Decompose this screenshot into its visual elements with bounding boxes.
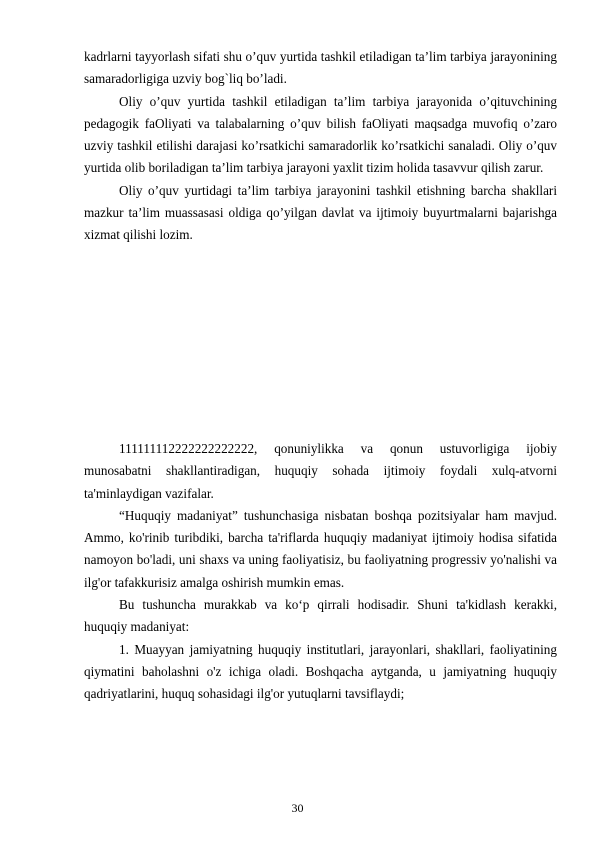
text-block-top <box>84 46 557 247</box>
page-number: 30 <box>291 801 304 815</box>
text-block-bottom <box>84 438 557 706</box>
paragraph: 111111112222222222222, qonuniylikka va qonun ustuvorligiga ijobiy munosabatni shakllantiradigan, huquqiy sohada ijtimoiy foydali xulq-atvorni ta'minlaydigan vazifalar. <box>84 441 557 501</box>
paragraph: “Huquqiy madaniyat” tushunchasiga nisbatan boshqa pozitsiyalar ham mavjud. Ammo, ko'rinib turibdiki, barcha ta'riflarda huquqiy madaniyat ijtimoiy hodisa sifatida namoyon bo'ladi, uni shaxs va uning faoliyatisiz, bu faoliyatning progressiv yo'nalishi va ilg'or tafakkurisiz amalga oshirish mumkin emas. <box>84 507 557 590</box>
paragraph-continuation: kadrlarni tayyorlash sifati shu o’quv yurtida tashkil etiladigan ta’lim tarbiya jarayonining samaradorligiga uzviy bog`liq bo’ladi. <box>84 49 557 87</box>
paragraph: Bu tushuncha murakkab va ko‘p qirrali hodisadir. Shuni ta'kidlash kerakki, huquqiy madaniyat: <box>84 597 557 635</box>
paragraph: 1. Muayyan jamiyatning huquqiy institutlari, jarayonlari, shakllari, faoliyatining qiymatini baholashni o'z ichiga oladi. Boshqacha aytganda, u jamiyatning huquqiy qadriyatlarini, huquq sohasidagi ilg'or yutuqlarni tavsiflaydi; <box>84 641 557 702</box>
paragraph: Oliy o’quv yurtida tashkil etiladigan ta’lim tarbiya jarayonida o’qituvchining pedagogik faOliyati va talabalarning o’quv bilish faOliyati maqsadga muvofiq o’zaro uzviy tashkil etilishi darajasi ko’rsatkichi samaradorlik ko’rsatkichi sanaladi. Oliy o’quv yurtida olib boriladigan ta’lim tarbiya jarayoni yaxlit tizim holida tasavvur qilish zarur. <box>84 93 557 176</box>
paragraph: Oliy o’quv yurtidagi ta’lim tarbiya jarayonini tashkil etishning barcha shakllari mazkur ta’lim muassasasi oldiga qo’yilgan davlat va ijtimoiy buyurtmalarni bajarishga xizmat qilishi lozim. <box>84 182 557 243</box>
